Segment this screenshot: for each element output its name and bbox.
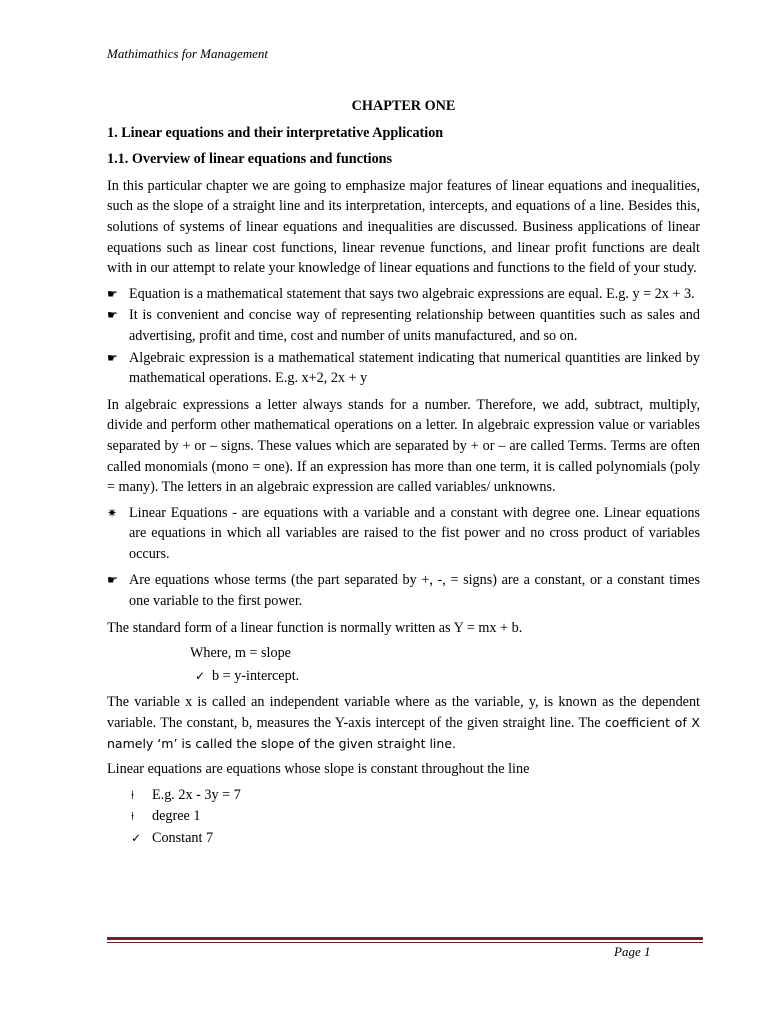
bullet-item: [107, 348, 700, 389]
section-heading: 1. Linear equations and their interpretative Application: [107, 124, 444, 141]
example-item: [107, 806, 700, 827]
bullet-text: Are equations whose terms (the part separated by +, -, = signs) are a constant, or a constant times one variable to the first power.: [129, 572, 700, 610]
pointing-hand-icon: ☛: [107, 308, 118, 323]
chapter-title: CHAPTER ONE: [351, 98, 456, 114]
pointing-hand-icon: ☛: [107, 573, 118, 588]
pointing-hand-icon: ☛: [107, 350, 118, 365]
example-text: E.g. 2x - 3y = 7: [152, 786, 241, 803]
intercept-line: [107, 666, 700, 687]
page-body: [107, 96, 700, 850]
bullet-item: [107, 284, 700, 305]
slope-constant-line: Linear equations are equations whose slope is constant throughout the line: [107, 761, 530, 778]
intercept-text: b = y-intercept.: [212, 667, 300, 684]
example-text: degree 1: [152, 808, 201, 825]
bullet-item: [107, 570, 700, 611]
star-burst-icon: ✷: [107, 505, 118, 520]
intro-paragraph: In this particular chapter we are going to emphasize major features of linear equations and inequalities, such as the slope of a straight line and its interpretation, intercepts, and equations of a line. Besides this, solutions of systems of linear equations and inequalities are discussed. Business applications of linear equations such as linear cost functions, linear revenue functions, and linear profit functions are dealt with in our attempt to relate your knowledge of linear equations and functions to the field of your study.: [107, 177, 700, 277]
bullet-item: [107, 503, 700, 565]
bullet-item: [107, 305, 700, 346]
running-header: Mathimathics for Management: [107, 46, 269, 61]
check-icon: ✓: [195, 668, 206, 683]
variables-text: The variable x is called an independent variable where as the variable, y, is known as the dependent variable. The constant, b, measures the Y-axis intercept of the given straight line. The: [107, 694, 700, 732]
slope-text: coefficient of X namely ‘m’ is called the slope of the given straight line.: [107, 715, 701, 751]
page-number: Page 1: [614, 944, 651, 959]
where-line: Where, m = slope: [190, 645, 291, 662]
footer-rule-thick: [107, 937, 703, 940]
example-text: Constant 7: [152, 830, 214, 846]
check-icon: ✓: [131, 831, 142, 845]
bullet-text: It is convenient and concise way of representing relationship between quantities such as sales and advertising, profit and time, cost and number of units manufactured, and so on.: [129, 307, 700, 344]
pin-icon: ⍿: [131, 787, 135, 802]
example-item: [107, 785, 700, 806]
subsection-heading: 1.1. Overview of linear equations and functions: [107, 151, 393, 168]
pointing-hand-icon: ☛: [107, 286, 118, 301]
bullet-text: Algebraic expression is a mathematical statement indicating that numerical quantities are linked by mathematical operations. E.g. x+2, 2x + y: [129, 349, 700, 387]
example-item: [107, 828, 700, 849]
pin-icon: ⍿: [131, 809, 135, 824]
variables-paragraph: [107, 692, 700, 754]
algebraic-paragraph: In algebraic expressions a letter always stands for a number. Therefore, we add, subtract, multiply, divide and perform other mathematical operations on a letter. In algebraic expression value or variables separated by + or – signs. These values which are separated by + or – are called Terms. Terms are often called monomials (mono = one). If an expression has more than one term, it is called polynomials (poly = many). The letters in an algebraic expression are called variables/ unknowns.: [107, 396, 700, 496]
bullet-text: Equation is a mathematical statement that says two algebraic expressions are equal. E.g. y = 2x + 3.: [129, 285, 695, 302]
bullet-text: Linear Equations - are equations with a variable and a constant with degree one. Linear equations are equations in which all variables are raised to the fist power and no cross product of variables occurs.: [129, 504, 700, 562]
standard-form-line: The standard form of a linear function is normally written as Y = mx + b.: [107, 619, 523, 636]
footer-rule-thin: [107, 942, 703, 943]
